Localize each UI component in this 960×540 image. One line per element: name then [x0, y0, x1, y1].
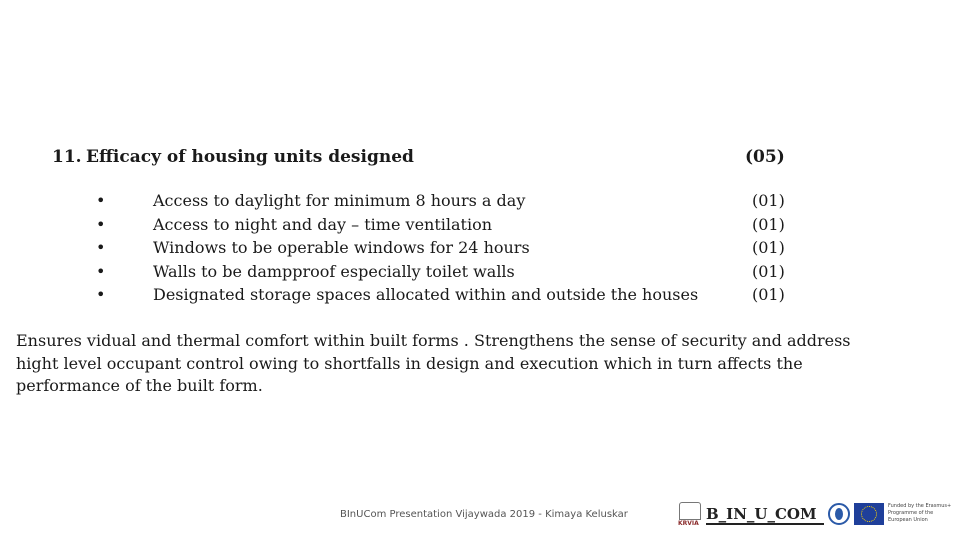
section-number: 11.: [52, 147, 82, 167]
footer-caption: BInUCom Presentation Vijaywada 2019 - Kimaya Keluskar: [340, 509, 628, 520]
footer-logos: [676, 500, 960, 530]
list-item: [96, 260, 796, 284]
krvia-logo: [676, 500, 702, 530]
binucom-logo: B_IN_U_COM: [706, 505, 817, 523]
criterion-points: (01): [752, 214, 785, 234]
eu-flag-icon: [854, 503, 884, 525]
partner-logo-icon: [828, 503, 850, 525]
bullet-icon: •: [96, 238, 106, 257]
criterion-text: Designated storage spaces allocated within and outside the houses: [153, 285, 699, 304]
list-item: [96, 236, 796, 260]
krvia-logo-label: KRVIA: [678, 520, 699, 527]
criterion-text: Windows to be operable windows for 24 hours: [153, 238, 530, 257]
section-title: Efficacy of housing units designed: [86, 147, 414, 167]
eu-funding-caption: Funded by the Erasmus+ Programme of the European Union: [888, 503, 952, 523]
criterion-points: (01): [752, 285, 785, 304]
building-icon: [679, 502, 701, 520]
bullet-icon: •: [96, 191, 106, 210]
binucom-underline: [706, 523, 824, 525]
criterion-points: (01): [752, 191, 785, 210]
criterion-points: (01): [752, 261, 785, 281]
section-heading: [52, 145, 792, 169]
list-item: [96, 213, 796, 237]
section-score: (05): [745, 147, 785, 167]
summary-paragraph: Ensures vidual and thermal comfort within built forms . Strengthens the sense of security and address hight level occupant control owing to shortfalls in design and execution which in turn affects the performance of the built form.: [16, 331, 851, 395]
bullet-icon: •: [96, 285, 106, 304]
criterion-text: Access to night and day – time ventilation: [153, 214, 493, 234]
list-item: [96, 283, 796, 307]
criterion-points: (01): [752, 238, 785, 257]
criteria-list: [96, 189, 796, 307]
bullet-icon: •: [96, 261, 106, 281]
bullet-icon: •: [96, 214, 106, 234]
list-item: [96, 189, 796, 213]
criterion-text: Access to daylight for minimum 8 hours a day: [153, 191, 526, 210]
eu-stars-icon: [861, 506, 877, 522]
criterion-text: Walls to be dampproof especially toilet walls: [153, 261, 515, 281]
